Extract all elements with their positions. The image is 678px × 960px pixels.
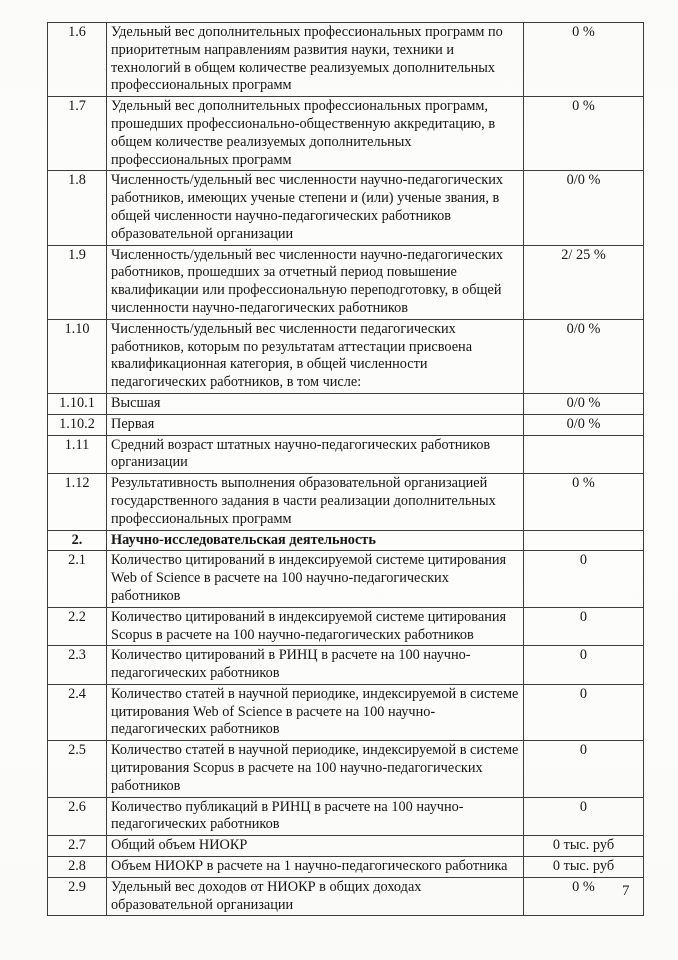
row-number-cell: 1.11 — [48, 435, 107, 474]
row-number-cell: 2.3 — [48, 646, 107, 685]
indicator-text-cell: Количество цитирований в индексируемой системе цитирования Web of Science в расчете на 100 научно-педагогических работников — [107, 551, 524, 607]
indicator-text-cell: Научно-исследовательская деятельность — [107, 530, 524, 551]
indicator-value-cell: 0 % — [524, 474, 644, 530]
indicator-text-cell: Удельный вес доходов от НИОКР в общих доходах образовательной организации — [107, 877, 524, 916]
table-row — [48, 857, 644, 878]
indicator-value-cell: 0 % — [524, 23, 644, 97]
row-number-cell: 1.10 — [48, 319, 107, 393]
indicator-value-cell: 0 — [524, 646, 644, 685]
indicator-text-cell: Численность/удельный вес численности научно-педагогических работников, прошедших за отчетный период повышение квалификации или профессиональную переподготовку, в общей численности научно-педагогических работников — [107, 245, 524, 319]
indicator-value-cell: 0 — [524, 684, 644, 740]
indicator-value-cell: 0/0 % — [524, 319, 644, 393]
table-row — [48, 435, 644, 474]
table-row — [48, 607, 644, 646]
indicator-value-cell: 0 % — [524, 877, 644, 916]
indicator-text-cell: Первая — [107, 414, 524, 435]
row-number-cell: 1.6 — [48, 23, 107, 97]
table-row — [48, 414, 644, 435]
indicators-table — [47, 22, 644, 916]
indicator-text-cell: Средний возраст штатных научно-педагогических работников организации — [107, 435, 524, 474]
indicator-value-cell: 0/0 % — [524, 414, 644, 435]
table-row — [48, 474, 644, 530]
table-row — [48, 741, 644, 797]
row-number-cell: 2. — [48, 530, 107, 551]
table-row — [48, 684, 644, 740]
table-row — [48, 171, 644, 245]
indicator-value-cell: 0 тыс. руб — [524, 857, 644, 878]
indicator-text-cell: Численность/удельный вес численности педагогических работников, которым по результатам аттестации присвоена квалификационная категория, в общей численности педагогических работников, в том числе: — [107, 319, 524, 393]
indicator-text-cell: Удельный вес дополнительных профессиональных программ, прошедших профессионально-общественную аккредитацию, в общем количестве реализуемых дополнительных профессиональных программ — [107, 97, 524, 171]
indicator-value-cell: 0/0 % — [524, 171, 644, 245]
table-row — [48, 530, 644, 551]
indicator-text-cell: Результативность выполнения образовательной организацией государственного задания в части реализации дополнительных профессиональных программ — [107, 474, 524, 530]
indicator-value-cell — [524, 435, 644, 474]
row-number-cell: 1.12 — [48, 474, 107, 530]
row-number-cell: 2.4 — [48, 684, 107, 740]
indicator-value-cell — [524, 530, 644, 551]
indicator-value-cell: 0 — [524, 741, 644, 797]
row-number-cell: 1.10.1 — [48, 393, 107, 414]
row-number-cell: 2.1 — [48, 551, 107, 607]
indicator-text-cell: Количество цитирований в РИНЦ в расчете на 100 научно-педагогических работников — [107, 646, 524, 685]
indicator-text-cell: Количество статей в научной периодике, индексируемой в системе цитирования Scopus в расчете на 100 научно-педагогических работников — [107, 741, 524, 797]
indicator-text-cell: Высшая — [107, 393, 524, 414]
row-number-cell: 2.8 — [48, 857, 107, 878]
indicator-text-cell: Количество цитирований в индексируемой системе цитирования Scopus в расчете на 100 научно-педагогических работников — [107, 607, 524, 646]
indicators-table-body — [48, 23, 644, 916]
indicator-value-cell: 0 — [524, 607, 644, 646]
indicator-value-cell: 0 — [524, 797, 644, 836]
row-number-cell: 2.2 — [48, 607, 107, 646]
table-row — [48, 551, 644, 607]
row-number-cell: 2.7 — [48, 836, 107, 857]
indicator-text-cell: Объем НИОКР в расчете на 1 научно-педагогического работника — [107, 857, 524, 878]
page-number: 7 — [622, 883, 630, 899]
table-row — [48, 877, 644, 916]
row-number-cell: 2.9 — [48, 877, 107, 916]
indicator-text-cell: Общий объем НИОКР — [107, 836, 524, 857]
table-row — [48, 319, 644, 393]
table-row — [48, 836, 644, 857]
row-number-cell: 2.6 — [48, 797, 107, 836]
indicator-value-cell: 0 % — [524, 97, 644, 171]
table-row — [48, 393, 644, 414]
table-row — [48, 646, 644, 685]
indicator-text-cell: Количество публикаций в РИНЦ в расчете на 100 научно-педагогических работников — [107, 797, 524, 836]
table-row — [48, 23, 644, 97]
indicator-value-cell: 0 — [524, 551, 644, 607]
indicator-value-cell: 0 тыс. руб — [524, 836, 644, 857]
indicator-value-cell: 0/0 % — [524, 393, 644, 414]
indicator-text-cell: Удельный вес дополнительных профессиональных программ по приоритетным направлениям развития науки, техники и технологий в общем количестве реализуемых дополнительных профессиональных программ — [107, 23, 524, 97]
indicator-text-cell: Количество статей в научной периодике, индексируемой в системе цитирования Web of Science в расчете на 100 научно-педагогических работников — [107, 684, 524, 740]
table-row — [48, 97, 644, 171]
row-number-cell: 1.7 — [48, 97, 107, 171]
table-row — [48, 245, 644, 319]
row-number-cell: 1.10.2 — [48, 414, 107, 435]
table-row — [48, 797, 644, 836]
indicator-value-cell: 2/ 25 % — [524, 245, 644, 319]
row-number-cell: 1.8 — [48, 171, 107, 245]
row-number-cell: 1.9 — [48, 245, 107, 319]
indicator-text-cell: Численность/удельный вес численности научно-педагогических работников, имеющих ученые степени и (или) ученые звания, в общей численности научно-педагогических работников образовательной организации — [107, 171, 524, 245]
row-number-cell: 2.5 — [48, 741, 107, 797]
